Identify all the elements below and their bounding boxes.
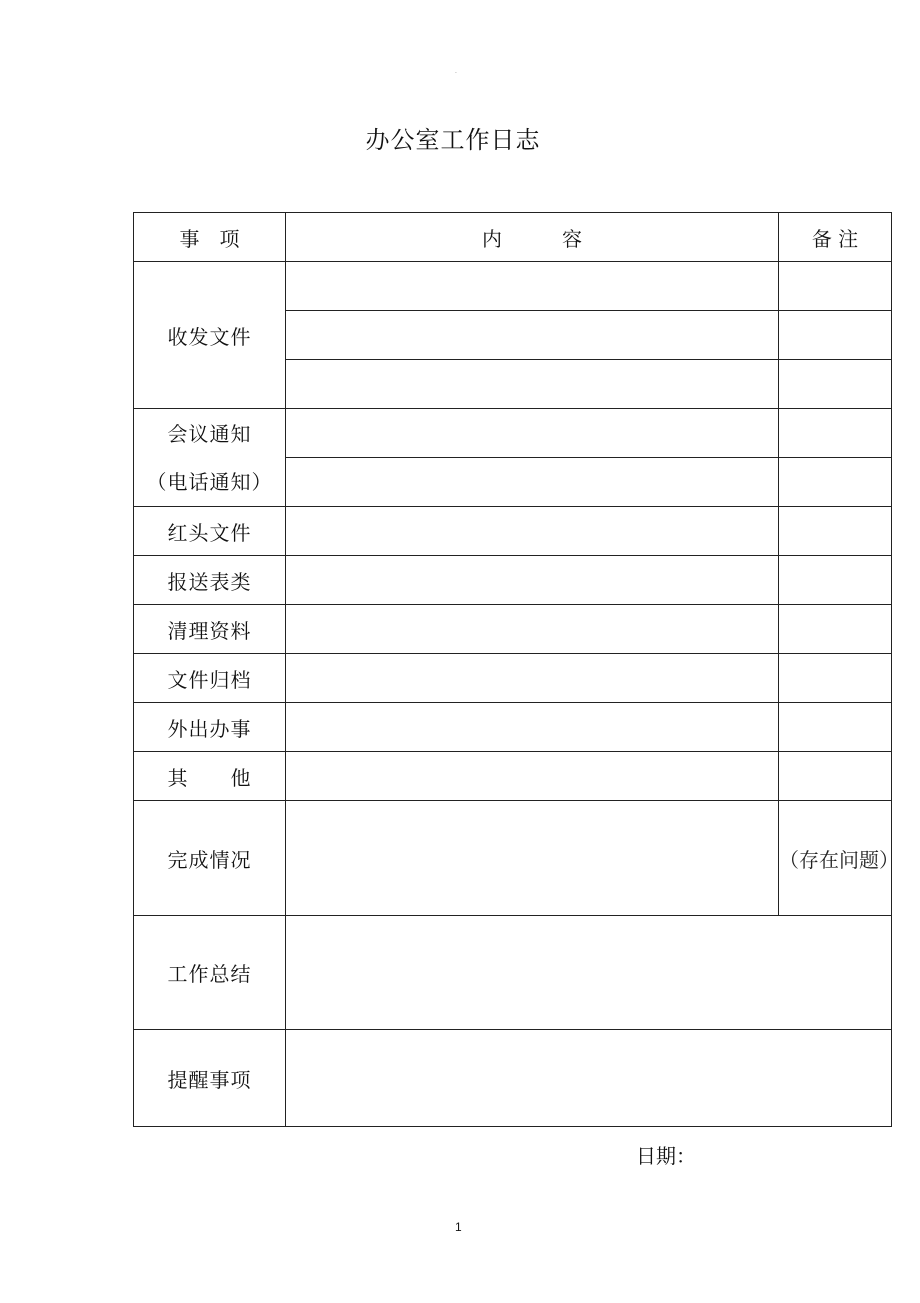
remarks-cell[interactable] — [779, 752, 892, 801]
table-row — [134, 556, 892, 605]
remarks-cell[interactable] — [779, 262, 892, 311]
category-meeting — [134, 409, 286, 507]
category-reminders: 提醒事项 — [134, 1030, 286, 1127]
category-red-header: 红头文件 — [134, 507, 286, 556]
completion-note: （存在问题） — [779, 801, 892, 916]
table-row — [134, 916, 892, 1030]
table-row — [134, 262, 892, 311]
table-row — [134, 409, 892, 458]
table-row — [134, 1030, 892, 1127]
page-title: 办公室工作日志 — [365, 126, 541, 154]
work-log-table — [133, 212, 899, 1127]
top-mark: · — [455, 70, 457, 77]
header-remarks: 备 注 — [779, 213, 892, 262]
table-row — [134, 703, 892, 752]
category-documents: 收发文件 — [134, 262, 286, 409]
remarks-cell[interactable] — [779, 311, 892, 360]
category-organize: 清理资料 — [134, 605, 286, 654]
table-header-row — [134, 213, 892, 262]
remarks-cell[interactable] — [779, 703, 892, 752]
table-row — [134, 752, 892, 801]
category-summary: 工作总结 — [134, 916, 286, 1030]
remarks-cell[interactable] — [779, 360, 892, 409]
table-row — [134, 654, 892, 703]
content-cell[interactable] — [286, 507, 779, 556]
table-row — [134, 801, 892, 916]
content-cell[interactable] — [286, 409, 779, 458]
table-row — [134, 507, 892, 556]
reminders-cell[interactable] — [286, 1030, 892, 1127]
content-cell[interactable] — [286, 752, 779, 801]
remarks-cell[interactable] — [779, 507, 892, 556]
header-item: 事 项 — [134, 213, 286, 262]
page-number: 1 — [455, 1220, 462, 1234]
remarks-cell[interactable] — [779, 605, 892, 654]
remarks-cell[interactable] — [779, 458, 892, 507]
category-archive: 文件归档 — [134, 654, 286, 703]
table-row — [134, 605, 892, 654]
category-other: 其 他 — [134, 752, 286, 801]
category-meeting-line1: 会议通知 — [167, 421, 252, 446]
category-meeting-line2: （电话通知） — [146, 469, 273, 494]
category-report-forms: 报送表类 — [134, 556, 286, 605]
summary-cell[interactable] — [286, 916, 892, 1030]
remarks-cell[interactable] — [779, 556, 892, 605]
content-cell[interactable] — [286, 654, 779, 703]
header-content: 内 容 — [286, 213, 779, 262]
remarks-cell[interactable] — [779, 409, 892, 458]
content-cell[interactable] — [286, 311, 779, 360]
category-errands: 外出办事 — [134, 703, 286, 752]
content-cell[interactable] — [286, 262, 779, 311]
content-cell[interactable] — [286, 458, 779, 507]
content-cell[interactable] — [286, 556, 779, 605]
content-cell[interactable] — [286, 703, 779, 752]
category-completion: 完成情况 — [134, 801, 286, 916]
date-label: 日期： — [636, 1144, 696, 1168]
remarks-cell[interactable] — [779, 654, 892, 703]
content-cell[interactable] — [286, 360, 779, 409]
content-cell[interactable] — [286, 605, 779, 654]
content-cell[interactable] — [286, 801, 779, 916]
